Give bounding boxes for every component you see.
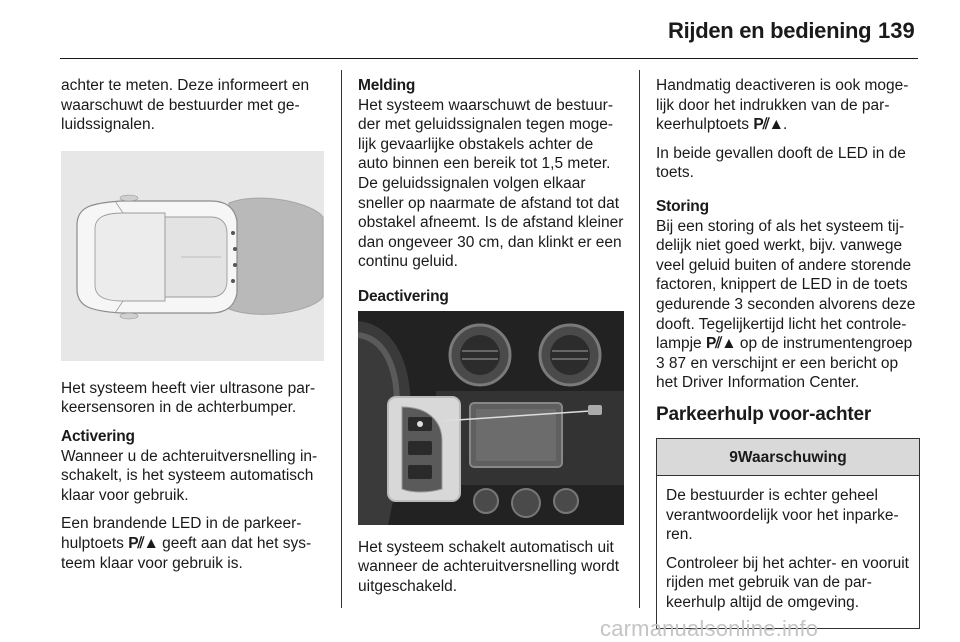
column-middle — [358, 76, 624, 605]
page-number: 139 — [878, 18, 915, 43]
subheading: Storing — [656, 197, 709, 215]
paragraph-warning — [358, 76, 624, 272]
column-right — [656, 76, 920, 629]
column-divider — [639, 70, 640, 608]
watermark-text: carmanualsonline.info — [600, 616, 819, 641]
paragraph-text: Bij een storing of als het systeem tijdelijk niet goed werkt, bijv. vanwege veel geluid buiten of andere storende factoren, knippert de LED in de toets gedurende 3 seconden alvorens deze dooft. Tegelijkertijd licht het controlelampje — [656, 217, 916, 353]
paragraph-text: . — [782, 116, 788, 134]
section-heading: Parkeerhulp voor-achter — [656, 403, 872, 425]
paragraph: achter te meten. Deze informeert en waarschuwt de bestuurder met geluidssignalen. — [61, 77, 310, 134]
warning-icon: 9 — [729, 448, 738, 466]
header-rule — [60, 58, 918, 59]
page-reference-icon: 3 — [656, 354, 665, 372]
parking-assist-icon: P⫽▲ — [753, 116, 783, 134]
paragraph-text: Een brandende LED in de parkeerhulptoets — [61, 515, 302, 552]
warning-title: Waarschuwing — [737, 448, 847, 466]
paragraph-text: Handmatig deactiveren is ook mogelijk door het indrukken van de parkeerhulptoets — [656, 77, 909, 134]
warning-paragraph: Controleer bij het achter- en vooruit rijden met gebruik van de parkeerhulp altijd de omgeving. — [666, 554, 909, 612]
paragraph — [656, 76, 920, 135]
column-left — [61, 76, 324, 582]
subheading: Deactivering — [358, 287, 449, 305]
parking-assist-icon: P⫽▲ — [705, 335, 736, 353]
warning-paragraph: De bestuurder is echter geheel verantwoordelijk voor het inparkeren. — [666, 487, 899, 544]
warning-body — [657, 476, 919, 628]
paragraph: In beide gevallen dooft de LED in de toets. — [656, 144, 906, 182]
column-divider — [341, 70, 342, 608]
page-header-title: Rijden en bediening — [668, 18, 872, 43]
dashboard-button-illustration — [358, 311, 624, 525]
paragraph-activation — [61, 427, 324, 505]
paragraph-fault — [656, 197, 920, 393]
parking-assist-icon: P⫽▲ — [128, 534, 158, 552]
car-sensor-illustration — [61, 151, 324, 361]
subheading: Activering — [61, 427, 135, 445]
paragraph-text: geeft aan dat het systeem klaar voor gebruik is. — [61, 534, 312, 572]
paragraph — [61, 514, 324, 573]
warning-box — [656, 438, 920, 629]
paragraph: Het systeem heeft vier ultrasone parkeersensoren in de achterbumper. — [61, 379, 316, 417]
paragraph-text: Het systeem waarschuwt de bestuurder met geluidssignalen tegen mogelijk gevaarlijke obstakels achter de auto binnen een bereik tot 1,5 meter. De geluidssignalen volgen elkaar sneller op naarmate de afstand tot dat obstakel afneemt. Is de afstand kleiner dan ongeveer 30 cm, dan klinkt er een continu geluid. — [358, 96, 624, 271]
paragraph-deactivation — [358, 287, 624, 307]
paragraph-text: Wanneer u de achteruitversnelling inschakelt, is het systeem automatisch klaar voor gebruik. — [61, 447, 318, 504]
warning-header — [657, 439, 919, 477]
paragraph-text: op de instrumentengroep — [735, 335, 913, 353]
paragraph-text: 87 en verschijnt er een bericht op het Driver Information Center. — [656, 354, 899, 392]
subheading: Melding — [358, 77, 416, 94]
paragraph: Het systeem schakelt automatisch uit wanneer de achteruitversnelling wordt uitgeschakeld. — [358, 538, 620, 595]
